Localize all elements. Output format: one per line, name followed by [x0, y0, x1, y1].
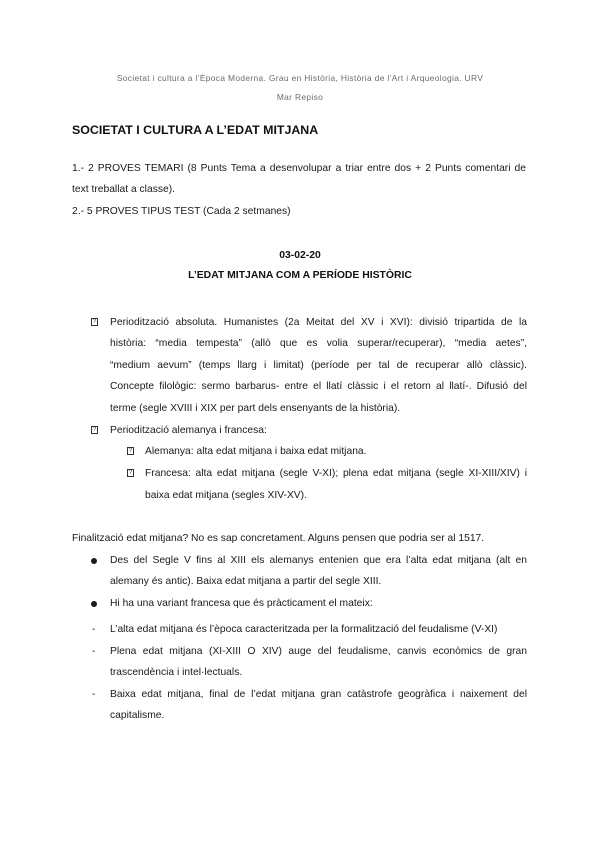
section-title: L’EDAT MITJANA COM A PERÍODE HISTÒRIC: [188, 270, 412, 281]
dash-marker: -: [92, 689, 96, 700]
checkbox-bullet-icon: ?: [92, 427, 97, 433]
checkbox-bullet-icon: ?: [128, 448, 133, 454]
checkbox-bullet-icon: ?: [92, 319, 97, 325]
proves-line-1: 1.- 2 PROVES TEMARI (8 Punts Tema a desenvolupar a triar entre dos + 2 Punts comentari de: [72, 163, 526, 174]
bullet-2: Hi ha una variant francesa que és pràcticament el mateix:: [110, 598, 373, 609]
francesa-line-2: baixa edat mitjana (segles XIV-XV).: [145, 490, 307, 501]
finalitzacio-paragraph: Finalització edat mitjana? No es sap concretament. Alguns pensen que podria ser al 1517.: [72, 533, 485, 544]
bullet-dot-icon: [91, 558, 97, 564]
periodization-line-2: història: “media tempesta” (allò que es volia superar/recuperar), “media aetes”,: [110, 338, 527, 349]
dash-2-line-2: trascendència i intel·lectuals.: [110, 667, 243, 678]
bullet-1-line-2: alemany és antic). Baixa edat mitjana a partir del segle XIII.: [110, 576, 382, 587]
dash-3-line-2: capitalisme.: [110, 710, 165, 721]
document-title: SOCIETAT I CULTURA A L’EDAT MITJANA: [72, 123, 319, 137]
course-header: Societat i cultura a l’Època Moderna. Grau en Història, Història de l’Art i Arqueologia. URV: [116, 73, 484, 83]
periodization-line-4: Concepte filològic: sermo barbarus- entre el llatí clàssic i el retorn al llatí-. Difusió del: [110, 381, 527, 392]
author-name: Mar Repiso: [276, 92, 324, 102]
proves-line-3: 2.- 5 PROVES TIPUS TEST (Cada 2 setmanes): [72, 206, 291, 217]
dash-marker: -: [92, 624, 96, 635]
bullet-dot-icon: [91, 601, 97, 607]
dash-2-line-1: Plena edat mitjana (XI-XIII O XIV) auge del feudalisme, canvis econòmics de gran: [110, 646, 527, 657]
dash-3-line-1: Baixa edat mitjana, final de l’edat mitjana gran catàstrofe geogràfica i naixement del: [110, 689, 527, 700]
dash-1: L’alta edat mitjana és l’època caracteritzada per la formalització del feudalisme (V-XI): [110, 624, 498, 635]
proves-line-2: text treballat a classe).: [72, 184, 176, 195]
bullet-1-line-1: Des del Segle V fins al XIII els alemanys entenien que era l’alta edat mitjana (alt en: [110, 555, 527, 566]
checkbox-bullet-icon: ?: [128, 470, 133, 476]
periodization-line-1: Periodització absoluta. Humanistes (2a Meitat del XV i XVI): divisió tripartida de la: [110, 317, 527, 328]
dash-marker: -: [92, 646, 96, 657]
periodization-line-3: “medium aevum” (temps llarg i limitat) (període per tal de recuperar allò clàssic).: [110, 360, 527, 371]
german-french-heading: Periodització alemanya i francesa:: [110, 425, 267, 436]
periodization-line-5: terme (segle XVIII i XIX per part dels ensenyants de la història).: [110, 403, 401, 414]
lesson-date: 03-02-20: [279, 250, 321, 261]
francesa-line-1: Francesa: alta edat mitjana (segle V-XI); plena edat mitjana (segle XI-XIII/XIV) i: [145, 468, 527, 479]
alemanya-item: Alemanya: alta edat mitjana i baixa edat mitjana.: [145, 446, 367, 457]
